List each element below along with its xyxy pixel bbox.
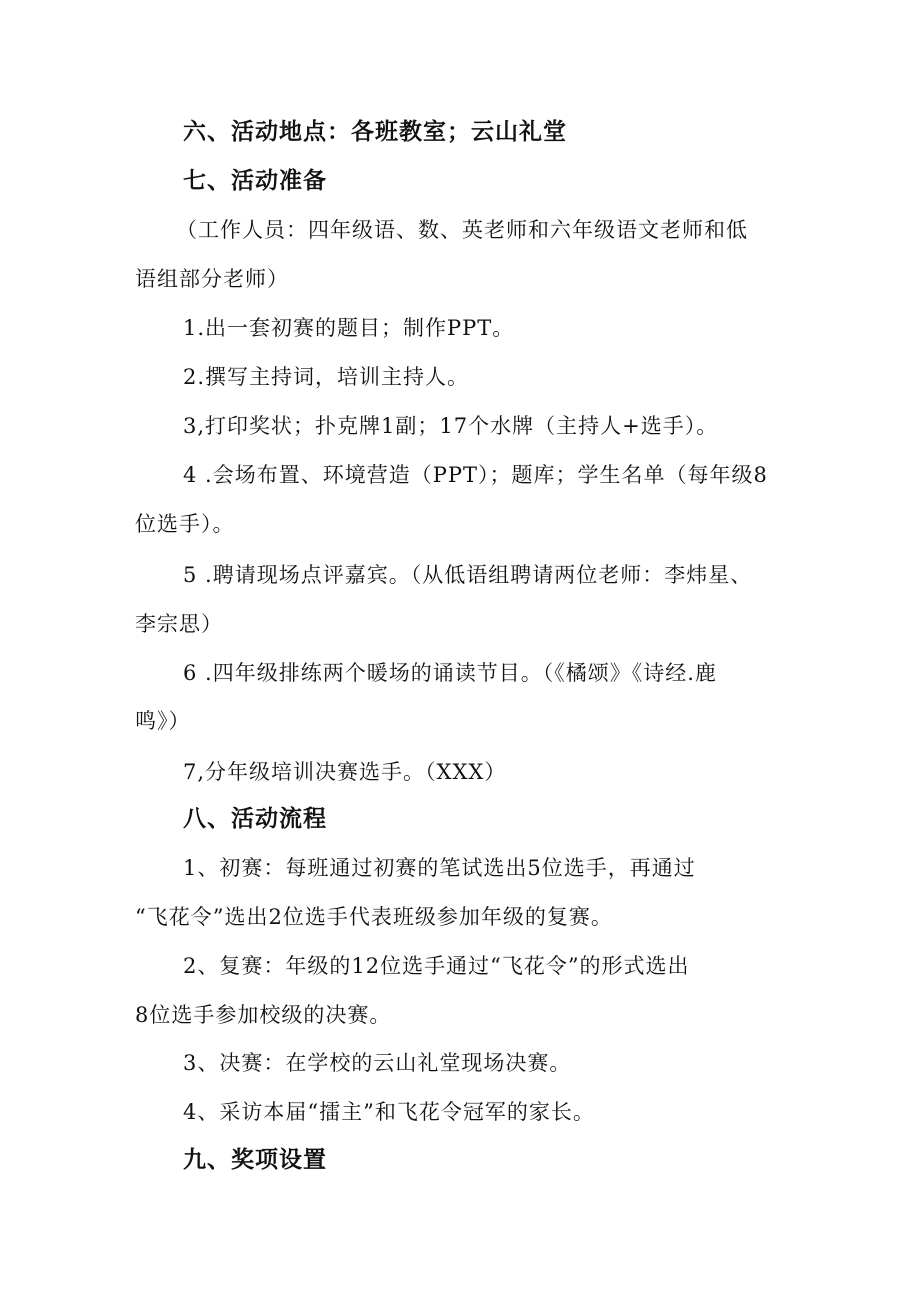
- process-step-3: 3、决赛：在学校的云山礼堂现场决赛。: [183, 1051, 572, 1075]
- process-step-2-line-2: 8位选手参加校级的决赛。: [135, 1003, 392, 1027]
- prep-item-4-line-2: 位选手）。: [135, 512, 235, 536]
- staff-line-2: 语组部分老师）: [135, 267, 289, 291]
- process-step-2-line-1: 2、复赛：年级的12位选手通过“飞花令”的形式选出: [183, 954, 690, 978]
- prep-item-2: 2.撰写主持词，培训主持人。: [183, 365, 470, 389]
- prep-item-7: 7,分年级培训决赛选手。（XXX）: [183, 760, 507, 784]
- section-6-location: 六、活动地点：各班教室；云山礼堂: [183, 119, 567, 145]
- process-step-4: 4、采访本届“擂主”和飞花令冠军的家长。: [183, 1100, 595, 1124]
- section-8-heading: 八、活动流程: [183, 806, 327, 832]
- section-9-heading: 九、奖项设置: [183, 1147, 327, 1173]
- prep-item-5-line-1: 5 .聘请现场点评嘉宾。（从低语组聘请两位老师：李炜星、: [183, 563, 753, 587]
- prep-item-1: 1.出一套初赛的题目；制作PPT。: [183, 316, 515, 340]
- process-step-1-line-1: 1、初赛：每班通过初赛的笔试选出5位选手，再通过: [183, 856, 696, 880]
- prep-item-6-line-1: 6 .四年级排练两个暖场的诵读节目。（《橘颂》《诗经.鹿: [183, 661, 717, 685]
- prep-item-4-line-1: 4 .会场布置、环境营造（PPT）；题库；学生名单（每年级8: [183, 463, 768, 487]
- section-7-heading: 七、活动准备: [183, 168, 327, 194]
- prep-item-3: 3,打印奖状；扑克牌1副；17个水牌（主持人+选手）。: [183, 414, 719, 438]
- staff-line-1: （工作人员：四年级语、数、英老师和六年级语文老师和低: [176, 218, 748, 242]
- prep-item-5-line-2: 李宗思）: [135, 612, 223, 636]
- process-step-1-line-2: “飞花令”选出2位选手代表班级参加年级的复赛。: [135, 905, 613, 929]
- prep-item-6-line-2: 鸣》）: [135, 709, 191, 733]
